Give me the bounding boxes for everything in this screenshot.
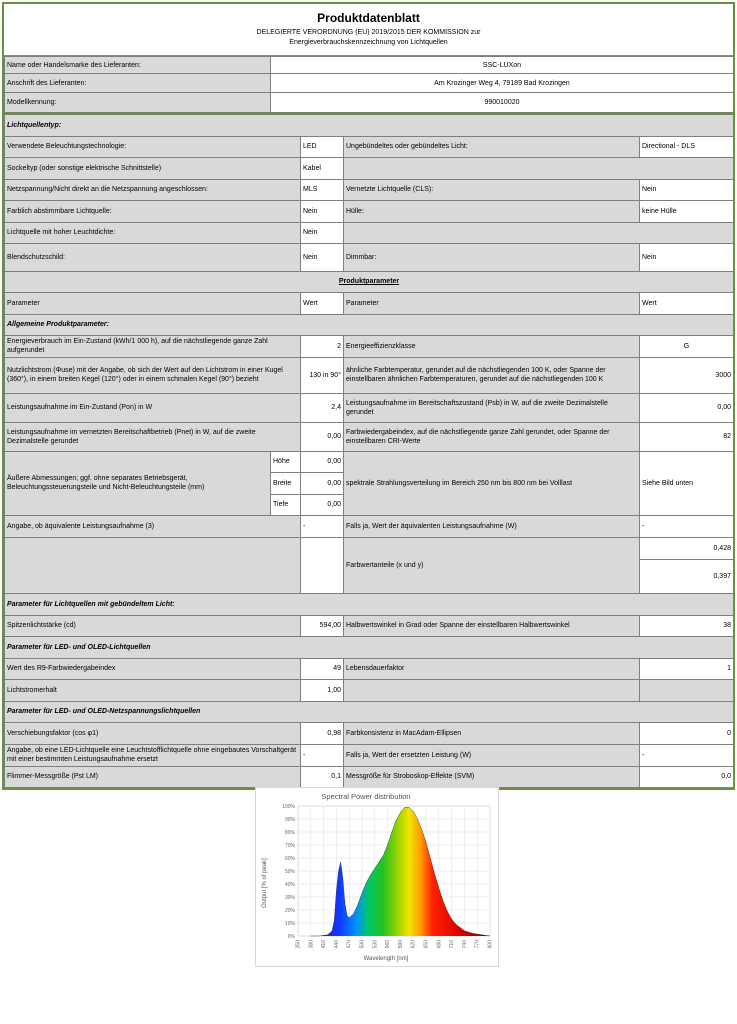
r9-label: Wert des R9-Farbwiedergabeindex <box>5 658 301 679</box>
chromaticity-y-value: 0,397 <box>640 559 734 593</box>
color-temperature-label: ähnliche Farbtemperatur, gerundet auf die nächstliegenden 100 K, oder Spanne der einstellbaren ähnlichen Farbtemperaturen, gerundet auf die nächstliegenden 100 K <box>344 357 640 393</box>
anti-glare-label: Blendschutzschild: <box>5 243 301 271</box>
x-tick-label: 740 <box>461 940 468 949</box>
section-general-parameters: Allgemeine Produktparameter: <box>5 314 734 335</box>
x-tick-label: 650 <box>423 940 430 949</box>
dimmable-value: Nein <box>640 243 734 271</box>
parameter-table <box>4 113 734 788</box>
x-tick-label: 350 <box>295 940 302 949</box>
r9-value: 49 <box>301 658 344 679</box>
dimmable-label: Dimmbar: <box>344 243 640 271</box>
y-tick-label: 40% <box>284 882 295 888</box>
column-header-value-2: Wert <box>640 292 734 314</box>
useful-flux-label: Nutzlichtstrom (Φuse) mit der Angabe, ob sich der Wert auf den Lichtstrom in einer Kugel (360°), in einem breiten Kegel (120°) oder in einem schmalen Kegel (90°) bezieht <box>5 357 301 393</box>
supplier-address-value: Am Krozinger Weg 4, 79189 Bad Krozingen <box>271 74 734 93</box>
regulation-line: DELEGIERTE VERORDNUNG (EU) 2019/2015 DER KOMMISSION zur <box>256 29 481 36</box>
y-tick-label: 20% <box>284 908 295 914</box>
flicker-value: 0,1 <box>301 766 344 787</box>
section-led-mains-parameters: Parameter für LED- und OLED-Netzspannungslichtquellen <box>5 701 734 722</box>
column-header-parameter-2: Parameter <box>344 292 640 314</box>
envelope-value: keine Hülle <box>640 200 734 222</box>
beam-angle-value: 38 <box>640 615 734 636</box>
dimensions-label: Äußere Abmessungen; ggf. ohne separates Betriebsgerät, Beleuchtungssteuerungsteile und Nicht-Beleuchtungsteile (mm) <box>5 451 271 515</box>
tunable-label: Farblich abstimmbare Lichtquelle: <box>5 200 301 222</box>
equivalent-watt-label: Falls ja, Wert der äquivalenten Leistungsaufnahme (W) <box>344 515 640 537</box>
technology-value: LED <box>301 136 344 157</box>
directional-value: Directional - DLS <box>640 136 734 157</box>
x-tick-label: 770 <box>474 940 481 949</box>
tunable-value: Nein <box>301 200 344 222</box>
energy-class-label: Energieeffizienzklasse <box>344 335 640 357</box>
displacement-factor-label: Verschiebungsfaktor (cos φ1) <box>5 722 301 744</box>
model-value: 990010020 <box>271 93 734 113</box>
width-label: Breite <box>271 472 301 494</box>
depth-label: Tiefe <box>271 494 301 515</box>
column-header-parameter: Parameter <box>5 292 301 314</box>
on-mode-power-value: 2,4 <box>301 393 344 422</box>
energy-consumption-label: Energieverbrauch im Ein-Zustand (kWh/1 000 h), auf die nächstliegende ganze Zahl aufgerundet <box>5 335 301 357</box>
x-tick-label: 440 <box>333 940 340 949</box>
y-tick-label: 30% <box>284 895 295 901</box>
on-mode-power-label: Leistungsaufnahme im Ein-Zustand (Pon) in W <box>5 393 301 422</box>
cls-value: Nein <box>640 179 734 200</box>
beam-angle-label: Halbwertswinkel in Grad oder Spanne der einstellbaren Halbwertswinkel <box>344 615 640 636</box>
supplier-name-label: Name oder Handelsmarke des Lieferanten: <box>5 57 271 74</box>
spectral-distribution-label: spektrale Strahlungsverteilung im Bereich 250 nm bis 800 nm bei Volllast <box>344 451 640 515</box>
model-label: Modellkennung: <box>5 93 271 113</box>
chromaticity-x-value: 0,428 <box>640 537 734 559</box>
energy-consumption-value: 2 <box>301 335 344 357</box>
survival-factor-label: Lebensdauerfaktor <box>344 658 640 679</box>
cri-label: Farbwiedergabeindex, auf die nächstliegende ganze Zahl gerundet, oder Spanne der einstellbaren CRI-Werte <box>344 422 640 451</box>
width-value: 0,00 <box>301 472 344 494</box>
standby-power-value: 0,00 <box>640 393 734 422</box>
y-tick-label: 60% <box>284 856 295 862</box>
peak-intensity-label: Spitzenlichtstärke (cd) <box>5 615 301 636</box>
depth-value: 0,00 <box>301 494 344 515</box>
mains-label: Netzspannung/Nicht direkt an die Netzspannung angeschlossen: <box>5 179 301 200</box>
standby-power-label: Leistungsaufnahme im Bereitschaftszustand (Psb) in W, auf die zweite Dezimalstelle gerundet <box>344 393 640 422</box>
networked-standby-value: 0,00 <box>301 422 344 451</box>
y-tick-label: 50% <box>284 869 295 875</box>
section-light-source-type: Lichtquellentyp: <box>5 114 734 136</box>
spectral-power-chart <box>255 787 499 967</box>
y-tick-label: 100% <box>282 804 295 810</box>
y-tick-label: 0% <box>287 934 295 940</box>
high-luminance-value: Nein <box>301 222 344 243</box>
section-directional-parameters: Parameter für Lichtquellen mit gebündeltem Licht: <box>5 593 734 615</box>
section-led-parameters: Parameter für LED- und OLED-Lichtquellen <box>5 636 734 658</box>
y-tick-label: 90% <box>284 817 295 823</box>
envelope-label: Hülle: <box>344 200 640 222</box>
socket-value: Kabel <box>301 157 344 179</box>
x-tick-label: 710 <box>449 940 456 949</box>
y-tick-label: 70% <box>284 843 295 849</box>
mains-value: MLS <box>301 179 344 200</box>
equivalent-watt-value: - <box>640 515 734 537</box>
technology-label: Verwendete Beleuchtungstechnologie: <box>5 136 301 157</box>
product-datasheet <box>2 2 735 790</box>
chromaticity-label: Farbwertanteile (x und y) <box>344 537 640 593</box>
cri-value: 82 <box>640 422 734 451</box>
replaced-power-label: Falls ja, Wert der ersetzten Leistung (W) <box>344 744 640 766</box>
anti-glare-value: Nein <box>301 243 344 271</box>
svm-label: Messgröße für Stroboskop-Effekte (SVM) <box>344 766 640 787</box>
useful-flux-value: 130 in 90° <box>301 357 344 393</box>
x-axis-label: Wavelength [nm] <box>363 956 409 962</box>
peak-intensity-value: 594,00 <box>301 615 344 636</box>
supplier-name-value: SSC-LUXon <box>271 57 734 74</box>
networked-standby-label: Leistungsaufnahme im vernetzten Bereitschaftbetrieb (Pnet) in W, auf die zweite Dezimalstelle gerundet <box>5 422 301 451</box>
survival-factor-value: 1 <box>640 658 734 679</box>
height-value: 0,00 <box>301 451 344 472</box>
lumen-maintenance-value: 1,00 <box>301 679 344 701</box>
y-tick-label: 10% <box>284 921 295 927</box>
product-parameters-title: Produktparameter <box>5 271 734 292</box>
x-tick-label: 470 <box>346 940 353 949</box>
high-luminance-label: Lichtquelle mit hoher Leuchtdichte: <box>5 222 301 243</box>
macadam-label: Farbkonsistenz in MacAdam-Ellipsen <box>344 722 640 744</box>
flicker-label: Flimmer-Messgröße (Pst LM) <box>5 766 301 787</box>
cls-label: Vernetzte Lichtquelle (CLS): <box>344 179 640 200</box>
datasheet-title: Produktdatenblatt <box>317 11 420 25</box>
color-temperature-value: 3000 <box>640 357 734 393</box>
replaced-power-value: - <box>640 744 734 766</box>
fluorescent-replacement-value: - <box>301 744 344 766</box>
x-tick-label: 800 <box>487 940 494 949</box>
svm-value: 0,0 <box>640 766 734 787</box>
datasheet-header <box>4 4 733 56</box>
regulation-subline: Energieverbrauchskennzeichnung von Lichtquellen <box>289 39 448 46</box>
height-label: Höhe <box>271 451 301 472</box>
x-tick-label: 680 <box>436 940 443 949</box>
spectral-distribution-value: Siehe Bild unten <box>640 451 734 515</box>
x-tick-label: 530 <box>372 940 379 949</box>
x-tick-label: 620 <box>410 940 417 949</box>
socket-label: Sockeltyp (oder sonstige elektrische Schnittstelle) <box>5 157 301 179</box>
directional-label: Ungebündeltes oder gebündeltes Licht: <box>344 136 640 157</box>
x-tick-label: 500 <box>359 940 366 949</box>
macadam-value: 0 <box>640 722 734 744</box>
x-tick-label: 380 <box>308 940 315 949</box>
column-header-value: Wert <box>301 292 344 314</box>
y-tick-label: 80% <box>284 830 295 836</box>
lumen-maintenance-label: Lichtstromerhalt <box>5 679 301 701</box>
x-tick-label: 410 <box>321 940 328 949</box>
energy-class-value: G <box>640 335 734 357</box>
fluorescent-replacement-label: Angabe, ob eine LED-Lichtquelle eine Leuchtstofflichtquelle ohne eingebautes Vorschaltgerät mit einer bestimmten Leistungsaufnahme ersetzt <box>5 744 301 766</box>
y-axis-label: Output [% of peak] <box>262 858 268 908</box>
x-tick-label: 590 <box>397 940 404 949</box>
spectral-power-svg <box>256 788 498 966</box>
displacement-factor-value: 0,98 <box>301 722 344 744</box>
x-tick-label: 560 <box>385 940 392 949</box>
chart-title: Spectral Power distribution <box>321 792 411 801</box>
supplier-address-label: Anschrift des Lieferanten: <box>5 74 271 93</box>
equivalent-power-value: - <box>301 515 344 537</box>
equivalent-power-label: Angabe, ob äquivalente Leistungsaufnahme (3) <box>5 515 301 537</box>
supplier-table <box>4 56 734 113</box>
